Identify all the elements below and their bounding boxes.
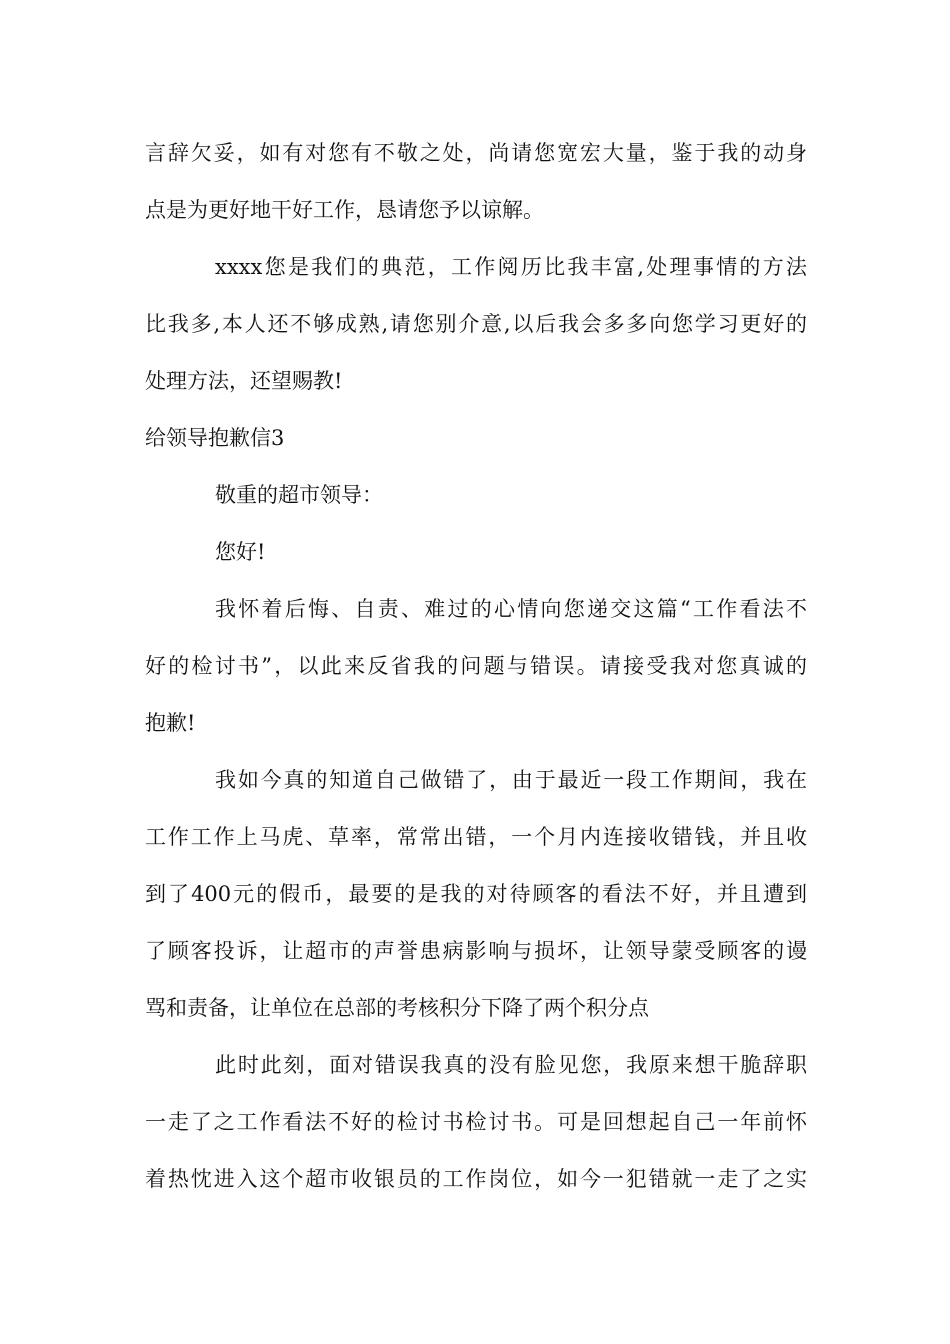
salutation: 敬重的超市领导： bbox=[215, 483, 383, 507]
text-line: 工作工作上马虎、草率，常常出错，一个月内连接收错钱，并且收 bbox=[145, 825, 807, 849]
text-line: 好的检讨书”，以此来反省我的问题与错误。请接受我对您真诚的 bbox=[145, 654, 807, 678]
text-line: 骂和责备，让单位在总部的考核积分下降了两个积分点 bbox=[145, 996, 649, 1020]
text-line: 着热忱进入这个超市收银员的工作岗位，如今一犯错就一走了之实 bbox=[145, 1167, 807, 1191]
document-body bbox=[145, 133, 807, 1216]
text-line: 我如今真的知道自己做错了，由于最近一段工作期间，我在 bbox=[215, 768, 807, 792]
text-line: 此时此刻，面对错误我真的没有脸见您，我原来想干脆辞职 bbox=[215, 1053, 807, 1077]
text-line: 抱歉! bbox=[145, 711, 196, 735]
greeting: 您好! bbox=[215, 540, 266, 564]
text-line: xxxx您是我们的典范，工作阅历比我丰富,处理事情的方法 bbox=[215, 255, 807, 279]
text-line: 了顾客投诉，让超市的声誉患病影响与损坏，让领导蒙受顾客的谩 bbox=[145, 939, 807, 963]
text-line: 到了400元的假币，最要的是我的对待顾客的看法不好，并且遭到 bbox=[145, 882, 807, 906]
text-line: 处理方法，还望赐教! bbox=[145, 369, 343, 393]
section-heading: 给领导抱歉信3 bbox=[145, 426, 285, 450]
text-line: 比我多,本人还不够成熟,请您别介意,以后我会多多向您学习更好的 bbox=[145, 312, 807, 336]
text-line: 点是为更好地干好工作，恳请您予以谅解。 bbox=[145, 198, 544, 222]
text-line: 我怀着后悔、自责、难过的心情向您递交这篇“工作看法不 bbox=[215, 597, 807, 621]
text-line: 一走了之工作看法不好的检讨书检讨书。可是回想起自己一年前怀 bbox=[145, 1110, 807, 1134]
text-line: 言辞欠妥，如有对您有不敬之处，尚请您宽宏大量，鉴于我的动身 bbox=[145, 141, 807, 165]
